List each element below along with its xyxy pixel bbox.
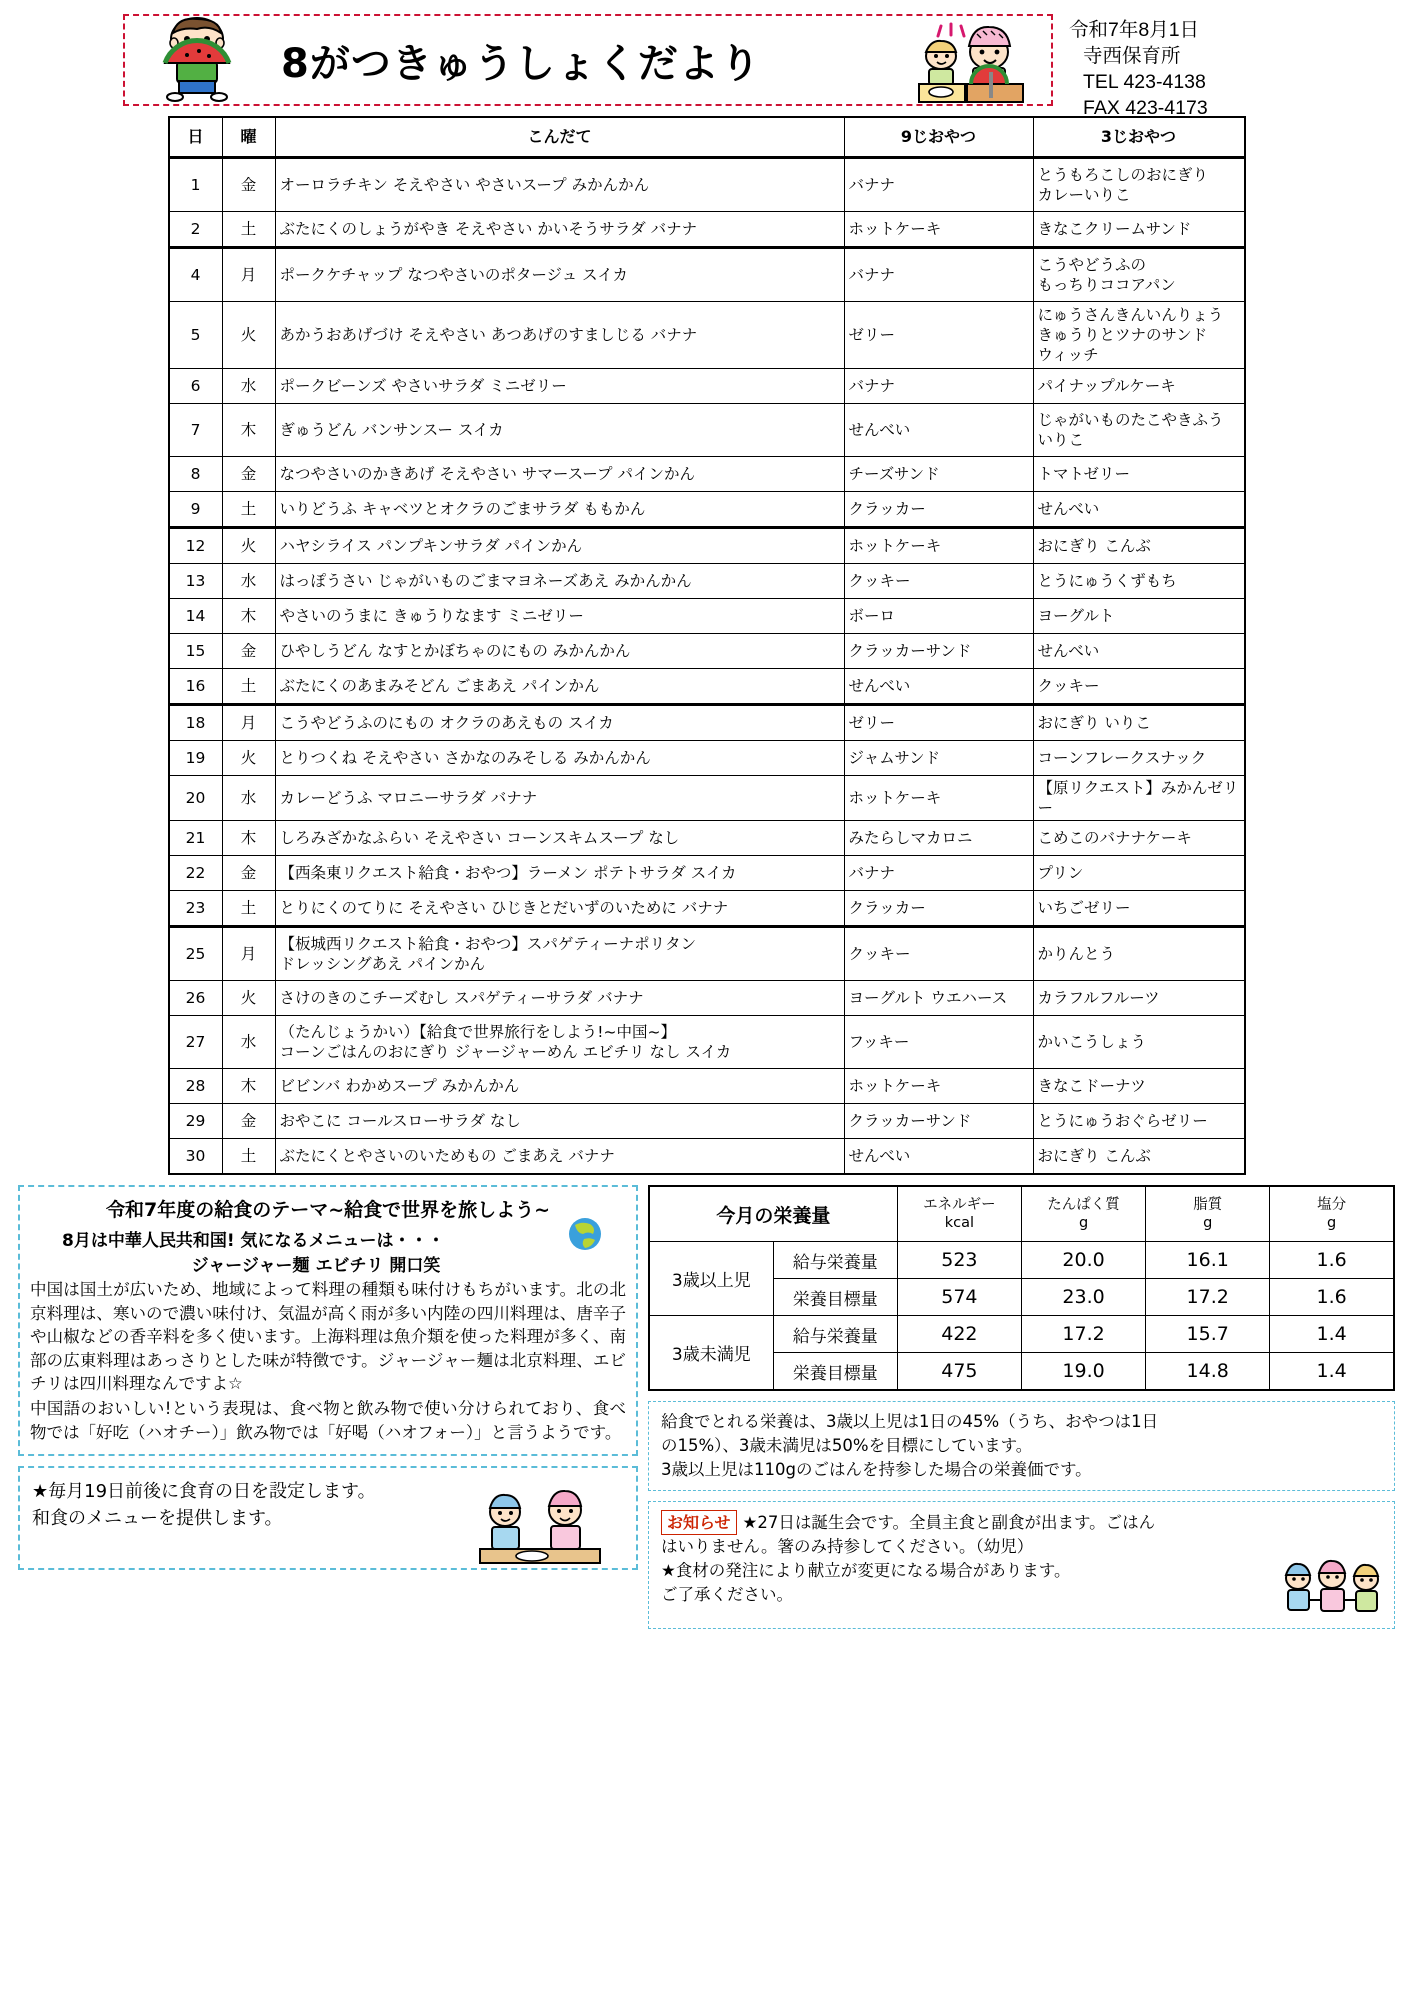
- nutrition-col-salt: [1270, 1186, 1394, 1242]
- nutrition-value: 17.2: [1021, 1316, 1145, 1353]
- notice-first-line: [661, 1510, 1382, 1535]
- cell-snack-9: バナナ: [844, 248, 1033, 302]
- cell-snack-3: おにぎり いりこ: [1033, 705, 1245, 741]
- nutrition-title: 今月の栄養量: [649, 1186, 897, 1242]
- cell-dow: 水: [222, 564, 275, 599]
- notice-line-2: はいりません。箸のみ持参してください。（幼児）: [661, 1537, 1034, 1557]
- title-banner: [123, 14, 1053, 106]
- cooking-kids-icon: [911, 20, 1031, 104]
- cell-snack-9: せんべい: [844, 669, 1033, 705]
- theme-body-1: 中国は国土が広いため、地域によって料理の種類も味付けもちがいます。北の北京料理は、寒いので濃い味付け、気温が高く雨が多い内陸の四川料理は、唐辛子や山椒などの香辛料を多く使います。上海料理は魚介類を使った料理が多く、南部の広東料理はあっさりとした味が特徴です。ジャージャー麺は北京料理、エビチリは四川料理なんですよ☆: [30, 1280, 626, 1393]
- cell-snack-9: せんべい: [844, 1139, 1033, 1175]
- theme-panel: [18, 1185, 638, 1456]
- table-row: [169, 212, 1245, 248]
- cell-dow: 月: [222, 927, 275, 981]
- cell-dow: 月: [222, 705, 275, 741]
- menu-table: [168, 116, 1246, 1175]
- cell-snack-3: きなこクリームサンド: [1033, 212, 1245, 248]
- cell-snack-9: バナナ: [844, 158, 1033, 212]
- cell-menu: オーロラチキン そえやさい やさいスープ みかんかん: [275, 158, 844, 212]
- notice-line-4: ご了承ください。: [661, 1585, 793, 1605]
- cell-day: 12: [169, 528, 223, 564]
- cell-snack-3-line-2: カレーいりこ: [1037, 186, 1131, 204]
- cell-snack-9: クラッカー: [844, 891, 1033, 927]
- cell-day: 15: [169, 634, 223, 669]
- cell-snack-9: ホットケーキ: [844, 776, 1033, 821]
- nutrition-row: [649, 1242, 1394, 1279]
- cell-snack-9: ボーロ: [844, 599, 1033, 634]
- children-icon: [1276, 1556, 1386, 1622]
- cell-day: 19: [169, 741, 223, 776]
- nutrition-row: [649, 1316, 1394, 1353]
- col-header-snack3: 3じおやつ: [1033, 117, 1245, 158]
- cell-snack-3: いちごゼリー: [1033, 891, 1245, 927]
- cell-dow: 土: [222, 891, 275, 927]
- cell-snack-3: トマトゼリー: [1033, 457, 1245, 492]
- notice-panel: [648, 1501, 1395, 1629]
- cell-snack-9: ホットケーキ: [844, 1069, 1033, 1104]
- cell-snack-9: バナナ: [844, 856, 1033, 891]
- facility-tel: TEL 423-4138: [1083, 70, 1206, 93]
- cell-dow: 火: [222, 741, 275, 776]
- cell-snack-3: こめこのバナナケーキ: [1033, 821, 1245, 856]
- cell-snack-3: [1033, 302, 1245, 369]
- page-header: [0, 0, 1413, 119]
- cell-snack-3: 【原リクエスト】みかんゼリー: [1033, 776, 1245, 821]
- cell-dow: 火: [222, 302, 275, 369]
- cell-day: 26: [169, 981, 223, 1016]
- cell-snack-3-line-1: にゅうさんきんいんりょう: [1037, 305, 1224, 324]
- cell-dow: 金: [222, 1104, 275, 1139]
- table-row: [169, 821, 1245, 856]
- table-row: [169, 369, 1245, 404]
- cell-snack-3-line-1: こうやどうふの: [1037, 255, 1147, 274]
- menu-header-row: [169, 117, 1245, 158]
- nutrition-table: [648, 1185, 1395, 1391]
- nutrition-value: 1.6: [1270, 1279, 1394, 1316]
- table-row: [169, 705, 1245, 741]
- cell-snack-3: かりんとう: [1033, 927, 1245, 981]
- cell-menu-line-2: ドレッシングあえ パインかん: [279, 955, 486, 974]
- cell-snack-3: かいこうしょう: [1033, 1016, 1245, 1069]
- cell-dow: 土: [222, 212, 275, 248]
- cell-menu: あかうおあげづけ そえやさい あつあげのすましじる バナナ: [275, 302, 844, 369]
- facility-fax: FAX 423-4173: [1083, 96, 1208, 119]
- table-row: [169, 891, 1245, 927]
- cell-day: 23: [169, 891, 223, 927]
- cell-menu-line-1: （たんじょうかい）【給食で世界旅行をしよう!~中国~】: [279, 1023, 676, 1042]
- nutrition-value: 17.2: [1146, 1279, 1270, 1316]
- cell-dow: 土: [222, 669, 275, 705]
- cell-day: 21: [169, 821, 223, 856]
- nutrition-value: 475: [897, 1353, 1021, 1391]
- cell-snack-9: クラッカーサンド: [844, 1104, 1033, 1139]
- table-row: [169, 1069, 1245, 1104]
- nutrition-col-protein-unit: g: [1078, 1215, 1089, 1232]
- table-row: [169, 1139, 1245, 1175]
- cell-menu: カレーどうふ マロニーサラダ バナナ: [275, 776, 844, 821]
- nutrition-value: 523: [897, 1242, 1021, 1279]
- cell-snack-9: ホットケーキ: [844, 212, 1033, 248]
- nutrition-age-group: 3歳未満児: [649, 1316, 773, 1391]
- theme-title: 令和7年度の給食のテーマ~給食で世界を旅しよう~: [105, 1199, 551, 1222]
- cell-day: 22: [169, 856, 223, 891]
- cell-day: 30: [169, 1139, 223, 1175]
- cell-snack-9: ホットケーキ: [844, 528, 1033, 564]
- facility-info: [1053, 14, 1395, 122]
- cell-menu: やさいのうまに きゅうりなます ミニゼリー: [275, 599, 844, 634]
- cell-day: 5: [169, 302, 223, 369]
- cell-day: 28: [169, 1069, 223, 1104]
- nutrition-col-fat-label: 脂質: [1193, 1197, 1223, 1214]
- nutrition-value: 20.0: [1021, 1242, 1145, 1279]
- cell-snack-9: バナナ: [844, 369, 1033, 404]
- cell-dow: 月: [222, 248, 275, 302]
- cell-day: 25: [169, 927, 223, 981]
- nutrition-age-group: 3歳以上児: [649, 1242, 773, 1316]
- nutrition-value: 1.4: [1270, 1316, 1394, 1353]
- shokuiku-line-1: ★毎月19日前後に食育の日を設定します。: [32, 1481, 376, 1503]
- cell-snack-3: [1033, 404, 1245, 457]
- cell-dow: 土: [222, 492, 275, 528]
- cell-snack-3: とうにゅうおぐらゼリー: [1033, 1104, 1245, 1139]
- globe-icon: [568, 1217, 602, 1251]
- table-row: [169, 457, 1245, 492]
- cell-day: 6: [169, 369, 223, 404]
- table-row: [169, 981, 1245, 1016]
- table-row: [169, 669, 1245, 705]
- table-row: [169, 856, 1245, 891]
- cell-menu: さけのきのこチーズむし スパゲティーサラダ バナナ: [275, 981, 844, 1016]
- cell-day: 14: [169, 599, 223, 634]
- cell-snack-3: プリン: [1033, 856, 1245, 891]
- theme-body-2: 中国語のおいしい!という表現は、食べ物と飲み物で使い分けられており、食べ物では「好吃（ハオチー）」飲み物では「好喝（ハオフォー）」と言うようです。: [30, 1399, 626, 1442]
- nutrition-col-salt-unit: g: [1327, 1215, 1337, 1232]
- cell-snack-3-line-2: もっちりココアパン: [1037, 276, 1176, 294]
- col-header-dow: 曜: [222, 117, 275, 158]
- cell-menu: [275, 927, 844, 981]
- col-header-menu: こんだて: [275, 117, 844, 158]
- menu-table-head: [169, 117, 1245, 158]
- menu-table-body: [169, 158, 1245, 1175]
- cell-snack-3-line-3: ウィッチ: [1037, 346, 1099, 365]
- nutrition-table-head: [649, 1186, 1394, 1242]
- cell-dow: 水: [222, 1016, 275, 1069]
- cell-dow: 土: [222, 1139, 275, 1175]
- cell-menu: ビビンバ わかめスープ みかんかん: [275, 1069, 844, 1104]
- cell-snack-9: クッキー: [844, 927, 1033, 981]
- cell-day: 16: [169, 669, 223, 705]
- bottom-section: [18, 1185, 1395, 1629]
- cell-snack-3: とうにゅうくずもち: [1033, 564, 1245, 599]
- cell-dow: 木: [222, 599, 275, 634]
- cell-menu: [275, 1016, 844, 1069]
- cell-dow: 金: [222, 856, 275, 891]
- cell-dow: 水: [222, 369, 275, 404]
- cell-day: 8: [169, 457, 223, 492]
- cell-snack-3-line-2: いりこ: [1037, 431, 1085, 449]
- cell-snack-3: クッキー: [1033, 669, 1245, 705]
- cell-menu: ひやしうどん なすとかぼちゃのにもの みかんかん: [275, 634, 844, 669]
- cell-dow: 木: [222, 404, 275, 457]
- cell-snack-9: せんべい: [844, 404, 1033, 457]
- cell-day: 4: [169, 248, 223, 302]
- cell-snack-9: ゼリー: [844, 302, 1033, 369]
- nutrition-header-row: [649, 1186, 1394, 1242]
- cell-menu: おやこに コールスローサラダ なし: [275, 1104, 844, 1139]
- cell-snack-3: きなこドーナツ: [1033, 1069, 1245, 1104]
- cell-dow: 火: [222, 981, 275, 1016]
- cell-day: 7: [169, 404, 223, 457]
- cell-snack-3-line-2: きゅうりとツナのサンド: [1037, 325, 1208, 344]
- table-row: [169, 927, 1245, 981]
- cell-snack-3: せんべい: [1033, 634, 1245, 669]
- bottom-right-column: [648, 1185, 1395, 1629]
- nutrition-note-line-1: 給食でとれる栄養は、3歳以上児は1日の45%（うち、おやつは1日: [661, 1412, 1159, 1432]
- nutrition-col-energy: [897, 1186, 1021, 1242]
- nutrition-value: 1.6: [1270, 1242, 1394, 1279]
- table-row: [169, 564, 1245, 599]
- cell-menu: ぎゅうどん バンサンスー スイカ: [275, 404, 844, 457]
- notice-line-1: ★27日は誕生会です。全員主食と副食が出ます。ごはん: [742, 1513, 1156, 1533]
- nutrition-col-salt-label: 塩分: [1317, 1197, 1347, 1214]
- cell-snack-9: チーズサンド: [844, 457, 1033, 492]
- cell-snack-3: おにぎり こんぶ: [1033, 1139, 1245, 1175]
- cell-day: 1: [169, 158, 223, 212]
- cell-snack-3: パイナップルケーキ: [1033, 369, 1245, 404]
- table-row: [169, 1016, 1245, 1069]
- cell-snack-9: ジャムサンド: [844, 741, 1033, 776]
- cell-day: 20: [169, 776, 223, 821]
- cell-menu: 【西条東リクエスト給食・おやつ】ラーメン ポテトサラダ スイカ: [275, 856, 844, 891]
- cell-snack-3: せんべい: [1033, 492, 1245, 528]
- nutrition-col-energy-unit: kcal: [944, 1215, 975, 1232]
- facility-name: 寺西保育所: [1083, 44, 1181, 67]
- nutrition-value: 15.7: [1146, 1316, 1270, 1353]
- nutrition-col-protein-label: たんぱく質: [1047, 1197, 1120, 1214]
- nutrition-row-label: 栄養目標量: [773, 1279, 897, 1316]
- cell-snack-3: [1033, 158, 1245, 212]
- table-row: [169, 634, 1245, 669]
- table-row: [169, 404, 1245, 457]
- cell-menu-line-2: コーンごはんのおにぎり ジャージャーめん エビチリ なし スイカ: [279, 1043, 732, 1062]
- cell-snack-3: カラフルフルーツ: [1033, 981, 1245, 1016]
- table-row: [169, 302, 1245, 369]
- cell-snack-3: [1033, 248, 1245, 302]
- cell-snack-3: コーンフレークスナック: [1033, 741, 1245, 776]
- nutrition-note-line-3: 3歳以上児は110gのごはんを持参した場合の栄養価です。: [661, 1460, 1092, 1480]
- col-header-day: 日: [169, 117, 223, 158]
- nutrition-value: 1.4: [1270, 1353, 1394, 1391]
- cell-dow: 金: [222, 158, 275, 212]
- theme-subtitle-2: ジャージャー麺 エビチリ 開口笑: [191, 1256, 441, 1277]
- nutrition-note-panel: [648, 1401, 1395, 1491]
- cooking-kids-icon: [460, 1482, 620, 1566]
- cell-snack-9: クッキー: [844, 564, 1033, 599]
- cell-day: 2: [169, 212, 223, 248]
- table-row: [169, 158, 1245, 212]
- nutrition-col-fat-unit: g: [1203, 1215, 1213, 1232]
- nutrition-table-body: [649, 1242, 1394, 1391]
- nutrition-value: 16.1: [1146, 1242, 1270, 1279]
- cell-menu: しろみざかなふらい そえやさい コーンスキムスープ なし: [275, 821, 844, 856]
- cell-dow: 金: [222, 457, 275, 492]
- cell-day: 18: [169, 705, 223, 741]
- cell-snack-3-line-1: とうもろこしのおにぎり: [1037, 165, 1209, 184]
- cell-menu: ぶたにくとやさいのいためもの ごまあえ バナナ: [275, 1139, 844, 1175]
- cell-snack-9: みたらしマカロニ: [844, 821, 1033, 856]
- watermelon-kid-icon: [147, 17, 247, 103]
- nutrition-value: 422: [897, 1316, 1021, 1353]
- cell-menu: ハヤシライス パンプキンサラダ パインかん: [275, 528, 844, 564]
- nutrition-col-fat: [1146, 1186, 1270, 1242]
- table-row: [169, 599, 1245, 634]
- table-row: [169, 248, 1245, 302]
- cell-menu: いりどうふ キャベツとオクラのごまサラダ ももかん: [275, 492, 844, 528]
- cell-snack-3-line-1: じゃがいものたこやきふう: [1037, 410, 1224, 429]
- cell-snack-9: フッキー: [844, 1016, 1033, 1069]
- cell-dow: 火: [222, 528, 275, 564]
- table-row: [169, 741, 1245, 776]
- cell-menu: こうやどうふのにもの オクラのあえもの スイカ: [275, 705, 844, 741]
- cell-menu: とりつくね そえやさい さかなのみそしる みかんかん: [275, 741, 844, 776]
- cell-day: 13: [169, 564, 223, 599]
- notice-line-3: ★食材の発注により献立が変更になる場合があります。: [661, 1561, 1071, 1581]
- theme-subtitle-1: 8月は中華人民共和国! 気になるメニューは・・・: [62, 1231, 445, 1252]
- cell-snack-9: クラッカーサンド: [844, 634, 1033, 669]
- cell-menu: ポークビーンズ やさいサラダ ミニゼリー: [275, 369, 844, 404]
- cell-dow: 水: [222, 776, 275, 821]
- cell-menu: とりにくのてりに そえやさい ひじきとだいずのいために バナナ: [275, 891, 844, 927]
- cell-snack-9: クラッカー: [844, 492, 1033, 528]
- cell-dow: 金: [222, 634, 275, 669]
- status-badge: お知らせ: [661, 1510, 737, 1535]
- nutrition-value: 14.8: [1146, 1353, 1270, 1391]
- table-row: [169, 528, 1245, 564]
- nutrition-row-label: 栄養目標量: [773, 1353, 897, 1391]
- cell-snack-3: ヨーグルト: [1033, 599, 1245, 634]
- table-row: [169, 1104, 1245, 1139]
- shokuiku-panel: [18, 1466, 638, 1570]
- cell-menu-line-1: 【板城西リクエスト給食・おやつ】スパゲティーナポリタン: [279, 935, 697, 954]
- nutrition-col-protein: [1021, 1186, 1145, 1242]
- cell-snack-9: ゼリー: [844, 705, 1033, 741]
- nutrition-value: 574: [897, 1279, 1021, 1316]
- nutrition-col-energy-label: エネルギー: [923, 1197, 996, 1214]
- shokuiku-line-2: 和食のメニューを提供します。: [32, 1508, 283, 1530]
- cell-snack-3: おにぎり こんぶ: [1033, 528, 1245, 564]
- nutrition-value: 19.0: [1021, 1353, 1145, 1391]
- cell-menu: ぶたにくのあまみそどん ごまあえ パインかん: [275, 669, 844, 705]
- table-row: [169, 492, 1245, 528]
- cell-snack-9: ヨーグルト ウエハース: [844, 981, 1033, 1016]
- cell-day: 29: [169, 1104, 223, 1139]
- nutrition-row-label: 給与栄養量: [773, 1242, 897, 1279]
- nutrition-row-label: 給与栄養量: [773, 1316, 897, 1353]
- page-title: 8がつきゅうしょくだより: [281, 40, 761, 87]
- cell-day: 9: [169, 492, 223, 528]
- bottom-left-column: [18, 1185, 638, 1570]
- issue-date: 令和7年8月1日: [1069, 19, 1200, 41]
- cell-menu: なつやさいのかきあげ そえやさい サマースープ パインかん: [275, 457, 844, 492]
- nutrition-value: 23.0: [1021, 1279, 1145, 1316]
- cell-day: 27: [169, 1016, 223, 1069]
- cell-menu: ぶたにくのしょうがやき そえやさい かいそうサラダ バナナ: [275, 212, 844, 248]
- cell-dow: 木: [222, 821, 275, 856]
- cell-menu: ポークケチャップ なつやさいのポタージュ スイカ: [275, 248, 844, 302]
- cell-dow: 木: [222, 1069, 275, 1104]
- nutrition-note-line-2: の15%）、3歳未満児は50%を目標にしています。: [661, 1436, 1033, 1456]
- cell-menu: はっぽうさい じゃがいものごまマヨネーズあえ みかんかん: [275, 564, 844, 599]
- table-row: [169, 776, 1245, 821]
- col-header-snack9: 9じおやつ: [844, 117, 1033, 158]
